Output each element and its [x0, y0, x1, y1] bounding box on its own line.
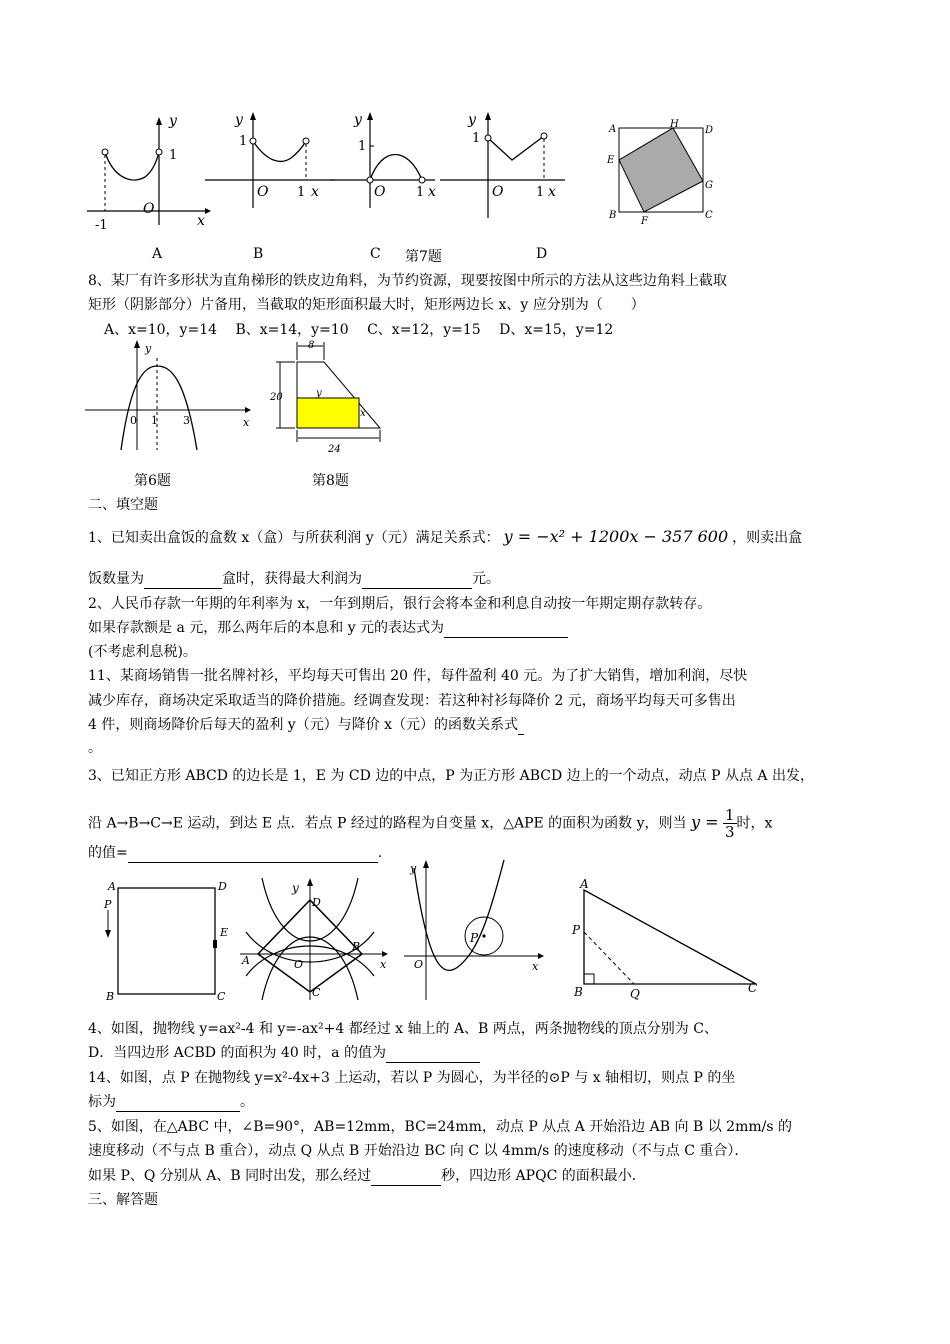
svg-text:3: 3 [183, 414, 190, 427]
section-2-heading: 二、填空题 [88, 497, 158, 513]
f3-line-3: 的值= . [88, 845, 383, 861]
svg-text:O: O [492, 184, 504, 200]
f3-line-1: 3、已知正方形 ABCD 的边长是 1，E 为 CD 边的中点，P 为正方形 ABCD 边上的一个动点，动点 P 从点 A 出发， [88, 768, 814, 784]
svg-text:Q: Q [630, 987, 640, 1001]
fig8-trapezoid [272, 338, 392, 456]
svg-text:y: y [292, 881, 299, 895]
f5-line-1: 5、如图，在△ABC 中，∠B=90°，AB=12mm，BC=24mm，动点 P 从点 A 开始沿边 AB 向 B 以 2mm/s 的 [88, 1119, 792, 1135]
label-a: A [152, 246, 163, 262]
svg-text:A: A [108, 880, 116, 893]
svg-text:O: O [414, 958, 424, 971]
f2-blank[interactable] [444, 621, 568, 638]
svg-text:1: 1 [416, 185, 425, 200]
svg-text:F: F [641, 216, 648, 227]
svg-text:x: x [380, 958, 387, 971]
origin-label: O [143, 201, 155, 217]
f14-line-1: 14、如图，点 P 在抛物线 y=x²-4x+3 上运动，若以 P 为圆心，为半径的⊙P 与 x 轴相切，则点 P 的坐 [88, 1070, 736, 1086]
svg-text:P: P [572, 923, 581, 937]
fig8-caption: 第8题 [312, 473, 349, 489]
f3-line-2: 沿 A→B→C→E 运动，到达 E 点．若点 P 经过的路程为自变量 x，△APE 的面积为函数 y，则当 y = $\frac{1}{3}$ 时，x [88, 806, 773, 841]
f14-line-2: 标为 。 [88, 1094, 254, 1110]
q7-graph-a [85, 113, 215, 233]
svg-text:B: B [106, 990, 115, 1003]
svg-text:x: x [532, 960, 539, 973]
svg-text:0: 0 [130, 414, 137, 427]
fig-circle-parabola [400, 858, 550, 1004]
svg-text:1: 1 [297, 185, 306, 200]
q7-caption: 第7题 [405, 249, 442, 265]
f11-blank[interactable] [518, 718, 524, 735]
svg-text:y: y [410, 862, 417, 875]
f1-line-1: 1、已知卖出盒饭的盒数 x（盒）与所获利润 y（元）满足关系式： y = −x² + 1200x − 357 600 ，则卖出盒 [88, 527, 803, 546]
f2-line-1: 2、人民币存款一年期的年利率为 x，一年到期后，银行会将本金和利息自动按一年期定期存款转存。 [88, 596, 712, 612]
svg-text:B: B [574, 985, 583, 999]
svg-text:A: A [609, 124, 617, 135]
svg-text:C: C [705, 210, 713, 221]
fig8-rectangle [297, 398, 359, 428]
svg-text:D: D [312, 896, 321, 909]
fig-right-triangle [570, 876, 770, 1002]
axis-y-label: y [169, 113, 177, 129]
svg-text:E: E [607, 155, 615, 166]
svg-text:P: P [104, 898, 112, 911]
q7-graph-d [440, 110, 570, 220]
svg-text:P: P [470, 931, 479, 945]
svg-text:D: D [705, 125, 714, 136]
f4-line-2: D．当四边形 ACBD 的面积为 40 时，a 的值为 [88, 1043, 480, 1063]
f11-line-1: 11、某商场销售一批名牌衬衫，平均每天可售出 20 件，每件盈利 40 元。为了扩大销售，增加利润，尽快 [88, 668, 748, 684]
svg-text:1: 1 [472, 131, 481, 146]
f1-formula: y = −x² + 1200x − 357 600 [503, 527, 729, 546]
svg-text:O: O [257, 184, 269, 200]
svg-text:B: B [352, 940, 361, 953]
q8-line-1: 8、某厂有许多形状为直角梯形的铁皮边角料，为节约资源，现要按图中所示的方法从这些边角料上截取 [88, 273, 727, 289]
section-3-heading: 三、解答题 [88, 1192, 158, 1208]
f4-line-1: 4、如图，抛物线 y=ax²-4 和 y=-ax²+4 都经过 x 轴上的 A、B 两点，两条抛物线的顶点分别为 C、 [88, 1021, 718, 1037]
svg-text:G: G [705, 180, 713, 191]
svg-text:1: 1 [239, 134, 248, 149]
svg-text:1: 1 [358, 139, 367, 154]
f11-line-3: 4 件，则商场降价后每天的盈利 y（元）与降价 x（元）的函数关系式 [88, 715, 524, 735]
f14-blank[interactable] [116, 1095, 240, 1112]
svg-text:x: x [243, 416, 250, 429]
f5-line-2: 速度移动（不与点 B 重合），动点 Q 从点 B 开始沿边 BC 向 C 以 4mm/s 的速度移动（不与点 C 重合）． [88, 1143, 749, 1159]
svg-text:y: y [316, 388, 322, 399]
svg-text:y: y [145, 342, 152, 355]
q7-graph-c [330, 110, 440, 210]
svg-text:C: C [217, 990, 226, 1003]
svg-text:x: x [428, 184, 436, 200]
svg-text:O: O [294, 958, 304, 971]
svg-text:y: y [235, 112, 243, 128]
f2-line-3: (不考虑利息税)。 [88, 644, 197, 660]
f4-blank[interactable] [386, 1046, 480, 1063]
svg-text:E: E [220, 926, 229, 939]
q8-line-2: 矩形（阴影部分）片备用，当截取的矩形面积最大时，矩形两边长 x、y 应分别为（ ） [88, 297, 645, 313]
tick-neg-one: -1 [95, 218, 108, 233]
label-d: D [536, 246, 548, 262]
f1-blank-1[interactable] [144, 572, 222, 589]
svg-text:x: x [311, 184, 319, 200]
svg-text:A: A [242, 954, 250, 967]
f3-blank[interactable] [128, 846, 378, 863]
svg-text:20: 20 [270, 392, 283, 403]
fig6-parabola [85, 338, 255, 456]
svg-text:x: x [548, 184, 556, 200]
f2-line-2: 如果存款额是 a 元，那么两年后的本息和 y 元的表达式为 [88, 618, 568, 638]
svg-text:8: 8 [308, 340, 315, 351]
fig6-caption: 第6题 [134, 473, 171, 489]
svg-text:A: A [580, 877, 589, 891]
label-b: B [253, 246, 264, 262]
f5-blank[interactable] [371, 1169, 441, 1186]
svg-text:24: 24 [328, 444, 341, 455]
svg-text:C: C [312, 986, 321, 999]
tick-one: 1 [169, 148, 178, 163]
svg-text:y: y [468, 112, 476, 128]
f11-line-2: 减少库存，商场决定采取适当的降价措施。经调查发现：若这种衬衫每降价 2 元，商场平均每天可多售出 [88, 693, 736, 709]
label-c: C [370, 246, 381, 262]
svg-text:D: D [218, 880, 227, 893]
svg-text:1: 1 [536, 185, 545, 200]
q7-graph-b [205, 110, 340, 210]
f1-line-2: 饭数量为 盒时，获得最大利润为 元。 [88, 571, 500, 587]
f1-blank-2[interactable] [362, 572, 472, 589]
q7-square-figure [603, 118, 718, 228]
svg-text:B: B [609, 210, 617, 221]
svg-text:y: y [354, 112, 362, 128]
axis-x-label: x [197, 213, 205, 229]
svg-text:x: x [360, 408, 366, 419]
q8-options: A、x=10，y=14 B、x=14，y=10 C、x=12，y=15 D、x=15，y=12 [104, 322, 614, 338]
f11-line-4: 。 [88, 740, 102, 756]
f3-fraction: $\frac{1}{3}$ [724, 806, 735, 841]
fig-two-parabolas [236, 876, 396, 1002]
fig-square-path [100, 876, 235, 1002]
svg-text:1: 1 [151, 414, 158, 427]
f5-line-3: 如果 P、Q 分别从 A、B 同时出发，那么经过 秒，四边形 APQC 的面积最小． [88, 1168, 646, 1184]
svg-text:C: C [748, 981, 758, 995]
svg-text:O: O [374, 184, 386, 200]
svg-text:H: H [670, 119, 679, 130]
